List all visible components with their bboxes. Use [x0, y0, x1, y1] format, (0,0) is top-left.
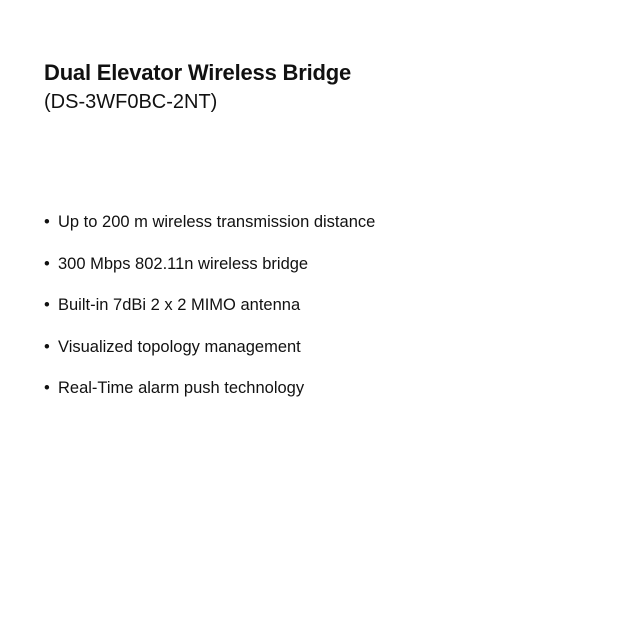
bullet-icon: •: [44, 337, 50, 356]
feature-list: [44, 208, 375, 416]
bullet-icon: •: [44, 213, 50, 231]
feature-text: 300 Mbps 802.11n wireless bridge: [58, 254, 309, 273]
feature-item: [44, 208, 375, 236]
product-model-number: (DS-3WF0BC-2NT): [44, 91, 218, 113]
feature-text: Up to 200 m wireless transmission distance: [58, 213, 376, 231]
feature-text: Built-in 7dBi 2 x 2 MIMO antenna: [58, 296, 301, 314]
bullet-icon: •: [44, 254, 50, 273]
bullet-icon: •: [44, 296, 50, 314]
feature-item: [44, 374, 375, 402]
feature-item: [44, 250, 375, 278]
bullet-icon: •: [44, 379, 50, 397]
feature-item: [44, 291, 375, 319]
feature-text: Visualized topology management: [58, 337, 301, 356]
product-title: Dual Elevator Wireless Bridge: [44, 60, 352, 85]
feature-text: Real-Time alarm push technology: [58, 379, 305, 397]
feature-item: [44, 333, 375, 361]
